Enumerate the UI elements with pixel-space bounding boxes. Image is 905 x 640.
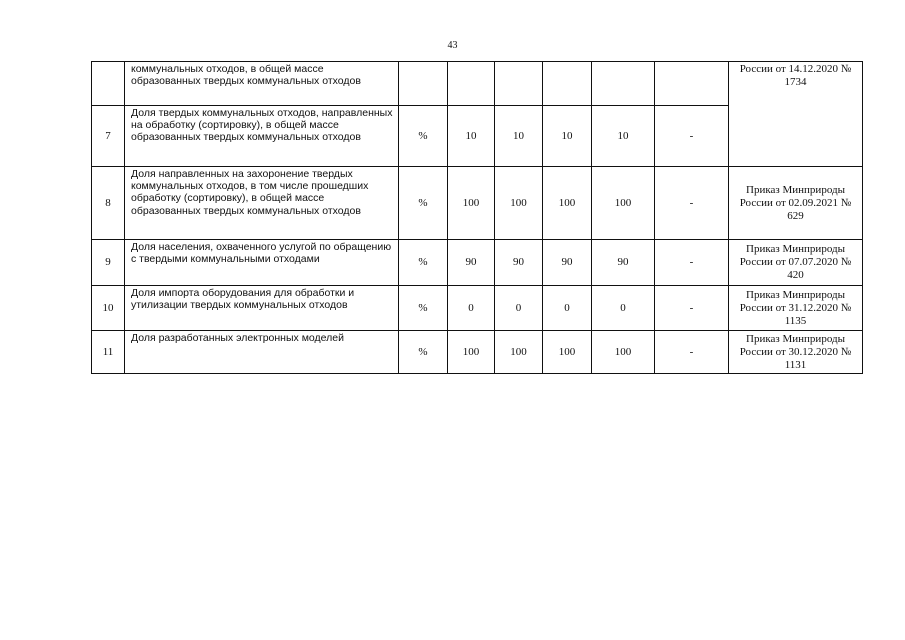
row-number: 11 [92, 331, 125, 374]
dash-cell: - [655, 240, 729, 286]
indicator-name: Доля населения, охваченного услугой по обращению с твердыми коммунальными отходами [125, 240, 399, 286]
value-cell: 0 [495, 286, 543, 331]
table-row [92, 167, 863, 240]
basis-document: Приказ Минприроды России от 30.12.2020 № 1131 [729, 331, 863, 374]
indicator-name: Доля импорта оборудования для обработки и утилизации твердых коммунальных отходов [125, 286, 399, 331]
unit-cell: % [399, 106, 448, 167]
indicator-name: коммунальных отходов, в общей массе образованных твердых коммунальных отходов [125, 62, 399, 106]
table-row [92, 286, 863, 331]
row-number [92, 62, 125, 106]
value-cell: 90 [448, 240, 495, 286]
value-cell: 10 [592, 106, 655, 167]
value-cell: 10 [448, 106, 495, 167]
indicators-table [91, 61, 863, 374]
dash-cell: - [655, 286, 729, 331]
value-cell: 0 [592, 286, 655, 331]
value-cell: 100 [592, 331, 655, 374]
unit-cell: % [399, 331, 448, 374]
value-cell: 10 [543, 106, 592, 167]
dash-cell: - [655, 167, 729, 240]
value-cell [592, 62, 655, 106]
table-row [92, 240, 863, 286]
indicator-name: Доля разработанных электронных моделей [125, 331, 399, 374]
dash-cell [655, 62, 729, 106]
value-cell [543, 62, 592, 106]
row-number: 10 [92, 286, 125, 331]
row-number: 8 [92, 167, 125, 240]
basis-document: России от 14.12.2020 № 1734 [729, 62, 863, 167]
value-cell: 100 [543, 167, 592, 240]
indicator-name: Доля направленных на захоронение твердых коммунальных отходов, в том числе прошедших обработку (сортировку), в общей массе образованных твердых коммунальных отходов [125, 167, 399, 240]
value-cell: 100 [543, 331, 592, 374]
value-cell [495, 62, 543, 106]
value-cell: 90 [495, 240, 543, 286]
unit-cell: % [399, 286, 448, 331]
value-cell: 100 [495, 167, 543, 240]
value-cell: 100 [592, 167, 655, 240]
page-number: 43 [447, 40, 458, 51]
value-cell: 0 [448, 286, 495, 331]
unit-cell [399, 62, 448, 106]
row-number: 7 [92, 106, 125, 167]
value-cell [448, 62, 495, 106]
indicator-name: Доля твердых коммунальных отходов, направленных на обработку (сортировку), в общей массе образованных твердых коммунальных отходов [125, 106, 399, 167]
basis-document: Приказ Минприроды России от 07.07.2020 № 420 [729, 240, 863, 286]
value-cell: 0 [543, 286, 592, 331]
basis-document: Приказ Минприроды России от 31.12.2020 № 1135 [729, 286, 863, 331]
table-row [92, 62, 863, 106]
dash-cell: - [655, 331, 729, 374]
value-cell: 90 [592, 240, 655, 286]
row-number: 9 [92, 240, 125, 286]
unit-cell: % [399, 240, 448, 286]
value-cell: 10 [495, 106, 543, 167]
value-cell: 100 [495, 331, 543, 374]
value-cell: 100 [448, 167, 495, 240]
value-cell: 90 [543, 240, 592, 286]
unit-cell: % [399, 167, 448, 240]
dash-cell: - [655, 106, 729, 167]
value-cell: 100 [448, 331, 495, 374]
basis-document: Приказ Минприроды России от 02.09.2021 № 629 [729, 167, 863, 240]
table-row [92, 331, 863, 374]
